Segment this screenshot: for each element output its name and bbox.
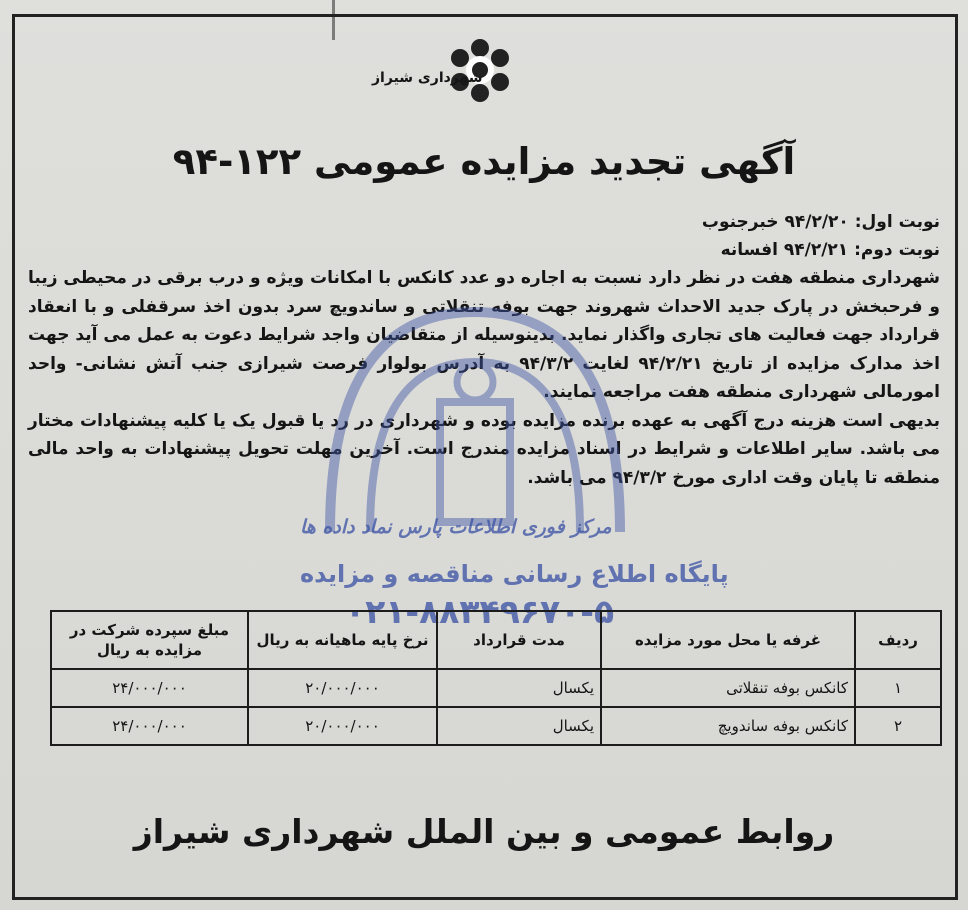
watermark-line-2: پایگاه اطلاع رسانی مناقصه و مزایده bbox=[300, 560, 729, 588]
cell-deposit: ۲۴/۰۰۰/۰۰۰ bbox=[51, 707, 248, 745]
body-paragraph-2: بدیهی است هزینه درج آگهی به عهده برنده مزایده بوده و شهرداری در رد یا قبول یک یا کلیه پیشنهادات مختار می باشد. سایر اطلاعات و شرایط در اسناد مزایده مندرج است. آخرین مهلت تحویل پیشنهادات به واحد مالی منطقه تا پایان وقت اداری مورخ ۹۴/۳/۲ می باشد. bbox=[28, 410, 940, 488]
cell-base-rate: ۲۰/۰۰۰/۰۰۰ bbox=[248, 707, 437, 745]
footer-signature: روابط عمومی و بین الملل شهرداری شیراز bbox=[133, 812, 835, 851]
cell-row-number: ۱ bbox=[855, 669, 941, 707]
cell-duration: یکسال bbox=[437, 707, 601, 745]
table-header-row bbox=[51, 611, 941, 669]
table-row bbox=[51, 669, 941, 707]
auction-table bbox=[50, 610, 942, 746]
first-publication: نوبت اول: ۹۴/۲/۲۰ خبرجنوب bbox=[701, 212, 940, 232]
header-location: غرفه یا محل مورد مزایده bbox=[601, 611, 855, 669]
cell-location: کانکس بوفه ساندویچ bbox=[601, 707, 855, 745]
body-paragraph-1: شهرداری منطقه هفت در نظر دارد نسبت به اجاره دو عدد کانکس با امکانات ویژه و درب برقی در محیطی زیبا و فرحبخش در پارک جدید الاحداث شهروند جهت بوفه تنقلاتی و ساندویچ سرد بدون اخذ سرقفلی و با انعقاد قرارداد جهت فعالیت های تجاری واگذار نماید. بدینوسیله از متقاضیان واجد شرایط دعوت به عمل می آید جهت اخذ مدارک مزایده از تاریخ ۹۴/۲/۲۱ لغایت ۹۴/۳/۲ به آدرس بولوار فرصت شیرازی جنب آتش نشانی- واحد امورمالی شهرداری منطقه هفت مراجعه نمایند. bbox=[28, 268, 940, 402]
org-name: شهرداری شیراز bbox=[372, 70, 483, 86]
cell-base-rate: ۲۰/۰۰۰/۰۰۰ bbox=[248, 669, 437, 707]
cell-row-number: ۲ bbox=[855, 707, 941, 745]
watermark-line-1: مرکز فوری اطلاعات پارس نماد داده ها bbox=[300, 516, 612, 538]
second-publication: نوبت دوم: ۹۴/۲/۲۱ افسانه bbox=[720, 240, 940, 260]
publication-dates bbox=[35, 208, 940, 264]
cell-deposit: ۲۴/۰۰۰/۰۰۰ bbox=[51, 669, 248, 707]
cell-location: کانکس بوفه تنقلاتی bbox=[601, 669, 855, 707]
header-base-rate: نرخ پایه ماهیانه به ریال bbox=[248, 611, 437, 669]
parsnamad-watermark-seal-icon bbox=[290, 292, 660, 542]
table-row bbox=[51, 707, 941, 745]
notice-title: آگهی تجدید مزایده عمومی ۱۲۲-۹۴ bbox=[172, 140, 796, 183]
header-row-number: ردیف bbox=[855, 611, 941, 669]
cell-duration: یکسال bbox=[437, 669, 601, 707]
header-deposit: مبلغ سپرده شرکت در مزایده به ریال bbox=[51, 611, 248, 669]
header-duration: مدت قرارداد bbox=[437, 611, 601, 669]
watermark-phone: ۰۲۱-۸۸۳۴۹۶۷۰-۵ bbox=[345, 592, 615, 631]
